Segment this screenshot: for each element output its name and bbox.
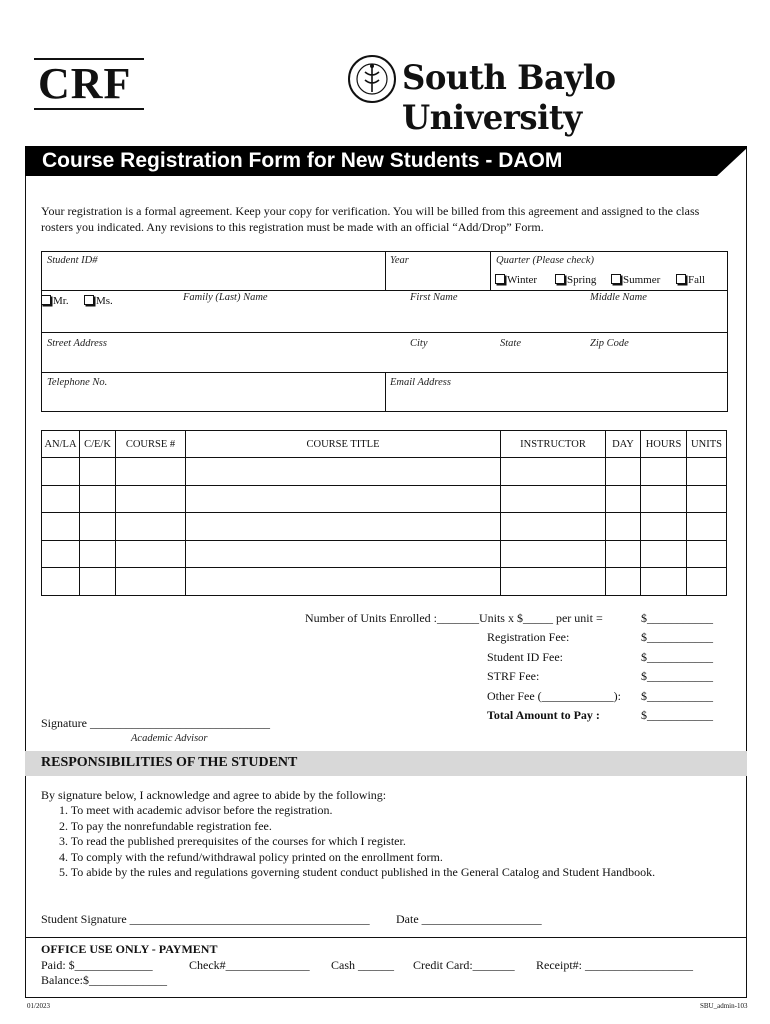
- table-cell[interactable]: [687, 458, 727, 486]
- table-cell[interactable]: [606, 513, 641, 541]
- date-line[interactable]: Date ____________________: [396, 912, 542, 926]
- title-mr[interactable]: Mr.: [41, 295, 69, 307]
- table-cell[interactable]: [116, 458, 186, 486]
- table-cell[interactable]: [687, 540, 727, 568]
- quarter-winter[interactable]: Winter: [495, 274, 537, 286]
- advisor-signature-line[interactable]: Signature ______________________________: [41, 716, 270, 730]
- list-item: 2. To pay the nonrefundable registration fee.: [59, 819, 272, 833]
- total-units-amount[interactable]: $___________: [641, 611, 713, 625]
- col-header-instructor: INSTRUCTOR: [501, 431, 606, 458]
- table-cell[interactable]: [42, 485, 80, 513]
- table-row: [42, 513, 727, 541]
- footer-code: SBU_admin-103: [700, 1002, 748, 1010]
- course-table: [41, 430, 727, 596]
- total-amount-value[interactable]: $___________: [641, 708, 713, 722]
- office-use-title: OFFICE USE ONLY - PAYMENT: [41, 942, 218, 956]
- table-cell[interactable]: [116, 513, 186, 541]
- col-header-day: DAY: [606, 431, 641, 458]
- student-id-fee-amount[interactable]: $___________: [641, 650, 713, 664]
- table-cell[interactable]: [501, 485, 606, 513]
- quarter-fall[interactable]: Fall: [676, 274, 705, 286]
- other-fee-amount[interactable]: $___________: [641, 689, 713, 703]
- quarter-label: Quarter (Please check): [496, 255, 594, 266]
- responsibilities-title: RESPONSIBILITIES OF THE STUDENT: [41, 755, 298, 770]
- table-cell[interactable]: [42, 458, 80, 486]
- table-cell[interactable]: [501, 513, 606, 541]
- total-amount-label: Total Amount to Pay :: [487, 708, 600, 722]
- receipt-field[interactable]: Receipt#: __________________: [536, 958, 693, 972]
- list-item: 4. To comply with the refund/withdrawal policy printed on the enrollment form.: [59, 850, 443, 864]
- table-cell[interactable]: [641, 485, 687, 513]
- strf-fee-label: STRF Fee:: [487, 669, 540, 683]
- quarter-spring[interactable]: Spring: [555, 274, 596, 286]
- checkbox-icon[interactable]: [611, 274, 621, 284]
- registration-fee-label: Registration Fee:: [487, 630, 570, 644]
- table-row: [42, 485, 727, 513]
- table-cell[interactable]: [116, 485, 186, 513]
- checkbox-icon[interactable]: [495, 274, 505, 284]
- table-cell[interactable]: [80, 458, 116, 486]
- table-cell[interactable]: [80, 568, 116, 596]
- checkbox-icon[interactable]: [555, 274, 565, 284]
- university-seal-icon: [347, 54, 397, 104]
- checkbox-icon[interactable]: [41, 295, 51, 305]
- col-header-cek: C/E/K: [80, 431, 116, 458]
- table-cell[interactable]: [80, 485, 116, 513]
- student-id-label: Student ID#: [47, 255, 98, 266]
- list-item: 3. To read the published prerequisites of the courses for which I register.: [59, 834, 406, 848]
- first-name-label: First Name: [410, 292, 458, 303]
- table-cell[interactable]: [42, 513, 80, 541]
- check-field[interactable]: Check#______________: [189, 958, 310, 972]
- other-fee-label[interactable]: Other Fee (____________):: [487, 689, 621, 703]
- table-cell[interactable]: [501, 458, 606, 486]
- table-cell[interactable]: [42, 540, 80, 568]
- title-ms[interactable]: Ms.: [84, 295, 113, 307]
- table-row: [42, 458, 727, 486]
- table-cell[interactable]: [641, 458, 687, 486]
- family-name-label: Family (Last) Name: [183, 292, 268, 303]
- table-cell[interactable]: [80, 513, 116, 541]
- cash-field[interactable]: Cash ______: [331, 958, 394, 972]
- intro-text: Your registration is a formal agreement. Keep your copy for verification. You will be billed from this agreement and assigned to the class rosters you indicated. Any revisions to this registration must be made with an official “Add/Drop” Form.: [41, 204, 700, 234]
- strf-fee-amount[interactable]: $___________: [641, 669, 713, 683]
- checkbox-icon[interactable]: [676, 274, 686, 284]
- table-cell[interactable]: [186, 485, 501, 513]
- university-name: South Baylo University: [402, 58, 616, 138]
- footer-date: 01/2023: [27, 1002, 50, 1010]
- table-cell[interactable]: [687, 485, 727, 513]
- table-cell[interactable]: [687, 513, 727, 541]
- quarter-summer[interactable]: Summer: [611, 274, 660, 286]
- col-header-anla: AN/LA: [42, 431, 80, 458]
- student-signature-line[interactable]: Student Signature ________________________________________: [41, 912, 370, 926]
- table-header-row: [42, 431, 727, 458]
- table-cell[interactable]: [42, 568, 80, 596]
- table-cell[interactable]: [186, 458, 501, 486]
- col-header-hours: HOURS: [641, 431, 687, 458]
- table-cell[interactable]: [641, 568, 687, 596]
- list-item: 1. To meet with academic advisor before the registration.: [59, 803, 333, 817]
- list-item: 5. To abide by the rules and regulations governing student conduct published in the General Catalog and Student Handbook.: [59, 865, 656, 879]
- table-cell[interactable]: [80, 540, 116, 568]
- table-cell[interactable]: [606, 485, 641, 513]
- street-label: Street Address: [47, 338, 107, 349]
- email-label: Email Address: [390, 377, 451, 388]
- paid-field[interactable]: Paid: $_____________: [41, 958, 153, 972]
- credit-card-field[interactable]: Credit Card:_______: [413, 958, 515, 972]
- table-cell[interactable]: [186, 568, 501, 596]
- table-cell[interactable]: [501, 568, 606, 596]
- table-cell[interactable]: [687, 568, 727, 596]
- table-cell[interactable]: [116, 568, 186, 596]
- form-title: Course Registration Form for New Students - DAOM: [42, 149, 563, 172]
- registration-fee-amount[interactable]: $___________: [641, 630, 713, 644]
- advisor-label: Academic Advisor: [131, 733, 208, 744]
- table-row: [42, 540, 727, 568]
- zip-label: Zip Code: [590, 338, 629, 349]
- units-enrolled-line[interactable]: Number of Units Enrolled :_______Units x $_____ per unit =: [305, 611, 603, 625]
- form-code: CRF: [38, 59, 132, 108]
- col-header-course-title: COURSE TITLE: [186, 431, 501, 458]
- year-label: Year: [390, 255, 409, 266]
- telephone-label: Telephone No.: [47, 377, 108, 388]
- table-cell[interactable]: [606, 568, 641, 596]
- table-cell[interactable]: [641, 540, 687, 568]
- state-label: State: [500, 338, 521, 349]
- city-label: City: [410, 338, 428, 349]
- table-cell[interactable]: [606, 458, 641, 486]
- table-cell[interactable]: [186, 513, 501, 541]
- table-row: [42, 568, 727, 596]
- table-cell[interactable]: [186, 540, 501, 568]
- middle-name-label: Middle Name: [590, 292, 647, 303]
- checkbox-icon[interactable]: [84, 295, 94, 305]
- responsibilities-intro: By signature below, I acknowledge and agree to abide by the following:: [41, 788, 387, 802]
- col-header-course-num: COURSE #: [116, 431, 186, 458]
- col-header-units: UNITS: [687, 431, 727, 458]
- table-cell[interactable]: [606, 540, 641, 568]
- balance-field[interactable]: Balance:$_____________: [41, 973, 167, 987]
- student-id-fee-label: Student ID Fee:: [487, 650, 563, 664]
- table-cell[interactable]: [116, 540, 186, 568]
- table-cell[interactable]: [641, 513, 687, 541]
- table-cell[interactable]: [501, 540, 606, 568]
